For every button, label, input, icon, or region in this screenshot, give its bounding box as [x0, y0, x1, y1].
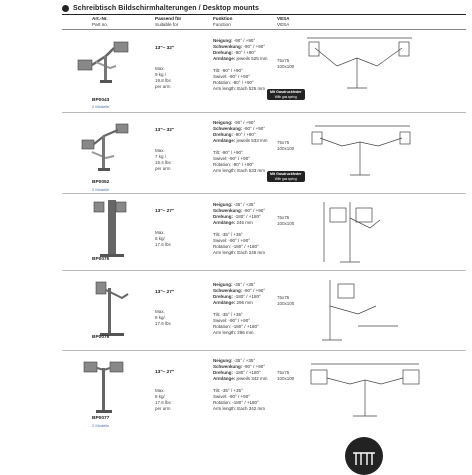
spec-text: Armlänge:: [213, 138, 236, 143]
gas-spring-badge: [267, 171, 305, 182]
models-link[interactable]: 2 Modelle: [92, 104, 110, 109]
column-header-rule: [62, 29, 466, 30]
load-line: 19.8 lbs: [155, 78, 171, 83]
max-load: [155, 388, 171, 412]
spec-en: Rotation: -90° / +90°: [213, 80, 254, 85]
spec-en: Tilt: -35° / +35°: [213, 388, 243, 393]
gas-spring-badge: [267, 89, 305, 100]
spec-en: Swivel: -90° / +90°: [213, 156, 250, 161]
vesa-size: 100x100: [277, 64, 295, 69]
spec-text: -90° / +90°: [233, 132, 256, 137]
dimension-drawing: [318, 276, 403, 346]
desk-icon: [345, 437, 383, 475]
spec-text: Drehung:: [213, 294, 233, 299]
spec-text: jeweils 342 mm: [235, 376, 268, 381]
spec-text: Neigung:: [213, 38, 233, 43]
spec-text: Drehung:: [213, 214, 233, 219]
load-line: 17.6 lbs: [155, 321, 171, 326]
spec-en: Swivel: -90° / +90°: [213, 318, 250, 323]
load-line: Max.: [155, 309, 165, 314]
models-link[interactable]: 2 Modelle: [92, 423, 110, 428]
spec-en: Rotation: -180° / +180°: [213, 244, 259, 249]
col-funktion-en: Function: [213, 21, 231, 27]
row-divider: [62, 350, 466, 351]
spec-en: Arm length: Each 533 mm: [213, 168, 266, 173]
spec-text: Armlänge:: [213, 220, 236, 225]
vesa-sizes: [277, 295, 294, 307]
dual-arm-mount-image: [76, 122, 131, 177]
header-rule: [62, 14, 466, 15]
page-title: Schreibtisch Bildschirmhalterungen / Desktop mounts: [73, 4, 259, 12]
spec-de: [213, 56, 268, 62]
art-nr: BP0077: [92, 416, 110, 421]
spec-text: Neigung:: [213, 282, 233, 287]
row-divider: [62, 193, 466, 194]
spec-text: Armlänge:: [213, 376, 236, 381]
spec-text: Armlänge:: [213, 56, 236, 61]
spec-en: Tilt: -90° / +90°: [213, 68, 243, 73]
screen-size: 13"– 27": [155, 290, 175, 295]
spec-en: Rotation: -180° / +180°: [213, 400, 259, 405]
badge-sub: With gas spring: [274, 94, 297, 99]
spec-en: Arm length: Each 525 mm: [213, 86, 266, 91]
load-line: Max.: [155, 230, 165, 235]
screen-size: 13"– 32": [155, 46, 175, 51]
spec-text: jeweils 533 mm: [235, 138, 268, 143]
load-line: 17.6 lbs: [155, 400, 171, 405]
vesa-size: 100x100: [277, 301, 295, 306]
vesa-size: 75x75: [277, 140, 290, 145]
spec-en: Swivel: -90° / +90°: [213, 238, 250, 243]
col-vesa: [277, 16, 290, 27]
vesa-sizes: [277, 215, 294, 227]
max-load: [155, 309, 171, 327]
col-art-nr: [92, 16, 108, 27]
spec-text: -90° / +90°: [233, 50, 256, 55]
spec-text: jeweils 525 mm: [235, 56, 268, 61]
col-art-nr-en: Part no.: [92, 21, 109, 27]
col-funktion: [213, 16, 232, 27]
vesa-size: 100x100: [277, 376, 295, 381]
load-line: per arm: [155, 84, 171, 89]
max-load: [155, 148, 171, 172]
spec-en: Rotation: -90° / +90°: [213, 162, 254, 167]
col-vesa-en: VESA: [277, 21, 290, 27]
load-line: 15.4 lbs: [155, 160, 171, 165]
page-header: [62, 2, 466, 14]
row-divider: [62, 112, 466, 113]
screen-size: 13"– 27": [155, 370, 175, 375]
art-nr: BP0043: [92, 98, 110, 103]
vesa-size: 100x100: [277, 146, 295, 151]
vesa-size: 75x75: [277, 58, 290, 63]
col-art-nr-label: Art.-Nr.: [92, 16, 108, 21]
dimension-drawing: [320, 198, 400, 268]
spec-text: -90° / +90°: [232, 120, 256, 125]
spec-de: [213, 376, 268, 382]
col-passend-label: Passend für: [155, 16, 182, 21]
load-line: 9 kg /: [155, 72, 167, 77]
spec-text: Neigung:: [213, 120, 233, 125]
max-load: [155, 230, 171, 248]
screen-size: 13"– 27": [155, 209, 175, 214]
spec-en: Arm length: Each 342 mm: [213, 406, 266, 411]
vesa-size: 75x75: [277, 295, 290, 300]
spec-text: -90° / +90°: [242, 288, 266, 293]
spec-text: -180° / +180°: [233, 294, 261, 299]
spec-text: -90° / +90°: [242, 126, 266, 131]
load-line: 8 kg/: [155, 394, 165, 399]
load-line: 8 kg/: [155, 315, 165, 320]
dimension-drawing: [305, 358, 430, 423]
vesa-size: 75x75: [277, 215, 290, 220]
load-line: Max.: [155, 66, 165, 71]
load-line: 17.6 lbs: [155, 242, 171, 247]
spec-text: -180° / +180°: [233, 370, 261, 375]
spec-en: Tilt: -35° / +35°: [213, 312, 243, 317]
vesa-sizes: [277, 58, 294, 70]
vesa-sizes: [277, 370, 294, 382]
vesa-sizes: [277, 140, 294, 152]
dual-arm-desk-mount-image: [92, 278, 132, 338]
art-nr: BP0052: [92, 180, 110, 185]
load-line: per arm: [155, 406, 171, 411]
spec-text: -90° / +90°: [242, 44, 266, 49]
art-nr: BP0076: [92, 335, 110, 340]
spec-text: Schwenkung:: [213, 44, 243, 49]
function-specs: [213, 358, 268, 412]
spec-de: [213, 138, 268, 144]
load-line: 7 kg /: [155, 154, 167, 159]
spec-en: Arm length: Each 246 mm: [213, 250, 266, 255]
spec-text: Schwenkung:: [213, 208, 243, 213]
max-load: [155, 66, 171, 90]
load-line: per arm: [155, 166, 171, 171]
vesa-size: 75x75: [277, 370, 290, 375]
spec-text: -35° / +35°: [232, 358, 256, 363]
spec-en: Rotation: -180° / +180°: [213, 324, 259, 329]
spec-en: Swivel: -90° / +90°: [213, 394, 250, 399]
col-funktion-label: Funktion: [213, 16, 233, 21]
spec-text: Armlänge:: [213, 300, 236, 305]
art-nr: BP0075: [92, 257, 110, 262]
spec-text: -35° / +35°: [232, 282, 256, 287]
spec-text: -90° / +90°: [242, 364, 266, 369]
spec-text: Schwenkung:: [213, 288, 243, 293]
load-line: Max.: [155, 388, 165, 393]
badge-sub: With gas spring: [274, 176, 297, 181]
spec-text: Drehung:: [213, 50, 233, 55]
function-specs: [213, 120, 268, 174]
spec-text: 296 mm: [235, 300, 253, 305]
dual-arm-mount-image: [82, 358, 127, 418]
spec-text: Schwenkung:: [213, 364, 243, 369]
spec-text: -180° / +180°: [233, 214, 261, 219]
function-specs: [213, 38, 268, 92]
load-line: 8 kg/: [155, 236, 165, 241]
spec-en: Arm length: 296 mm: [213, 330, 254, 335]
col-passend-en: Suitable for: [155, 21, 179, 27]
badge-main: Mit Gasdruckfeder: [270, 172, 302, 176]
dual-arm-mount-image: [76, 38, 131, 88]
spec-text: -90° / +90°: [232, 38, 256, 43]
spec-en: Tilt: -35° / +35°: [213, 232, 243, 237]
spec-en: Swivel: -90° / +90°: [213, 74, 250, 79]
spec-text: 246 mm: [235, 220, 253, 225]
spec-text: Drehung:: [213, 132, 233, 137]
vesa-size: 100x100: [277, 221, 295, 226]
col-passend: [155, 16, 181, 27]
dimension-drawing: [307, 36, 432, 96]
badge-main: Mit Gasdruckfeder: [270, 90, 302, 94]
row-divider: [62, 270, 466, 271]
models-link[interactable]: 2 Modelle: [92, 187, 110, 192]
screen-size: 13"– 32": [155, 128, 175, 133]
function-specs: [213, 282, 265, 336]
load-line: Max.: [155, 148, 165, 153]
header-bullet-icon: [62, 5, 69, 12]
spec-text: Schwenkung:: [213, 126, 243, 131]
dual-stack-mount-image: [92, 198, 132, 258]
spec-text: Neigung:: [213, 358, 233, 363]
spec-text: Drehung:: [213, 370, 233, 375]
spec-text: Neigung:: [213, 202, 233, 207]
desk-logo: [345, 437, 383, 475]
spec-text: -35° / +35°: [232, 202, 256, 207]
spec-en: Tilt: -90° / +90°: [213, 150, 243, 155]
col-vesa-label: VESA: [277, 16, 290, 21]
dimension-drawing: [310, 120, 430, 180]
spec-text: -90° / +90°: [242, 208, 266, 213]
function-specs: [213, 202, 265, 256]
